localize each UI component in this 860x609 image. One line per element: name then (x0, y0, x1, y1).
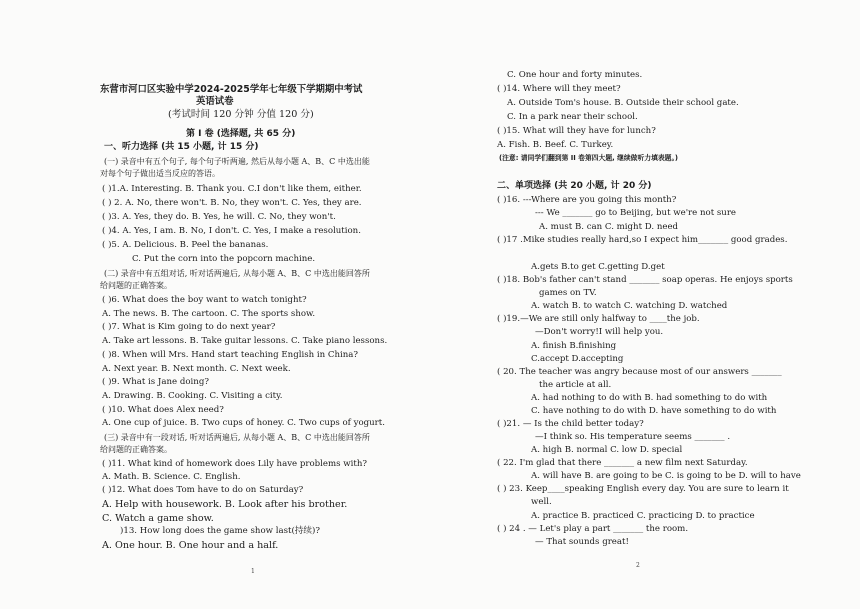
text-line: A. The news. B. The cartoon. C. The sports show. (102, 309, 316, 319)
text-line: A. One cup of juice. B. Two cups of honey. C. Two cups of yogurt. (102, 418, 385, 428)
text-line: ( )16. ---Where are you going this month? (497, 195, 677, 205)
text-line: A. practice B. practiced C. practicing D. to practice (531, 511, 755, 521)
text-line: (注意: 请同学们翻到第 II 卷第四大题, 继续做听力填表题。) (499, 154, 678, 162)
text-line: C. Put the corn into the popcorn machine. (132, 254, 316, 264)
text-line: (二) 录音中有五组对话, 听对话两遍后, 从每小题 A、B、C 中选出能回答所 (104, 269, 370, 278)
text-line: A. high B. normal C. low D. special (531, 445, 683, 455)
text-line: ( ) 2. A. No, there won't. B. No, they won't. C. Yes, they are. (102, 198, 362, 208)
text-line: A. Help with housework. B. Look after his brother. (102, 499, 348, 510)
text-line: ( )10. What does Alex need? (102, 405, 224, 415)
text-line: (一) 录音中有五个句子, 每个句子听两遍, 然后从每小题 A、B、C 中选出能 (104, 157, 370, 166)
text-line: ( )5. A. Delicious. B. Peel the bananas. (102, 240, 269, 250)
text-line: —I think so. His temperature seems _______ . (535, 432, 731, 442)
text-line: the article at all. (539, 380, 612, 390)
text-line: A. Next year. B. Next month. C. Next week. (102, 364, 291, 374)
text-line: ( )6. What does the boy want to watch tonight? (102, 295, 307, 305)
text-line: 二、单项选择 (共 20 小题, 计 20 分) (497, 181, 652, 191)
text-line: A. watch B. to watch C. watching D. watched (531, 301, 728, 311)
text-line: A. finish B.finishing (531, 341, 617, 351)
text-line: A.gets B.to get C.getting D.get (531, 262, 665, 272)
text-line: C. have nothing to do with D. have something to do with (531, 406, 777, 416)
text-line: ( )19.—We are still only halfway to ____the job. (497, 314, 700, 324)
text-line: ( )1.A. Interesting. B. Thank you. C.I don't like them, either. (102, 184, 362, 194)
text-line: —Don't worry!I will help you. (535, 327, 664, 337)
text-line: --- We _______ go to Beijing, but we're not sure (535, 208, 737, 218)
text-line: ( 20. The teacher was angry because most of our answers _______ (497, 367, 782, 377)
text-line: ( )12. What does Tom have to do on Saturday? (102, 485, 304, 495)
text-line: A. had nothing to do with B. had something to do with (531, 393, 768, 403)
text-line: C. Watch a game show. (102, 513, 214, 524)
page-number-right: 2 (636, 562, 640, 569)
text-line: A. must B. can C. might D. need (539, 222, 679, 232)
text-line: ( )7. What is Kim going to do next year? (102, 322, 276, 332)
text-line: ( )3. A. Yes, they do. B. Yes, he will. C. No, they won't. (102, 212, 336, 222)
text-line: 一、听力选择 (共 15 小题, 计 15 分) (104, 142, 259, 152)
text-line: 对每个句子做出适当反应的答语。 (100, 169, 220, 178)
text-line: C.accept D.accepting (531, 354, 624, 364)
text-line: 东营市河口区实验中学2024-2025学年七年级下学期期中考试 (100, 84, 363, 95)
text-line: 给问题的正确答案。 (100, 445, 172, 454)
page-number-left: 1 (251, 568, 255, 575)
text-line: — That sounds great! (535, 537, 629, 547)
text-line: A. Outside Tom's house. B. Outside their school gate. (507, 98, 739, 108)
text-line: 第 I 卷 (选择题, 共 65 分) (186, 129, 296, 139)
text-line: A. Fish. B. Beef. C. Turkey. (497, 140, 614, 150)
text-line: A. Take art lessons. B. Take guitar lessons. C. Take piano lessons. (102, 336, 388, 346)
text-line: ( )18. Bob's father can't stand _______ soap operas. He enjoys sports (497, 275, 793, 285)
text-line: C. One hour and forty minutes. (507, 70, 643, 80)
text-line: ( ) 24 . — Let's play a part _______ the room. (497, 524, 689, 534)
text-line: ( )8. When will Mrs. Hand start teaching English in China? (102, 350, 359, 360)
text-line: A. will have B. are going to be C. is going to be D. will to have (531, 471, 801, 481)
text-line: well. (531, 497, 552, 507)
text-line: ( )17 .Mike studies really hard,so I expect him_______ good grades. (497, 235, 788, 245)
text-line: ( )11. What kind of homework does Lily have problems with? (102, 459, 367, 469)
text-line: (考试时间 120 分钟 分值 120 分) (168, 109, 314, 120)
text-line: )13. How long does the game show last(持续)? (120, 526, 320, 536)
text-line: ( ) 23. Keep____speaking English every day. You are sure to learn it (497, 484, 789, 494)
text-line: 英语试卷 (196, 96, 234, 107)
text-line: ( )21. — Is the child better today? (497, 419, 644, 429)
text-line: A. One hour. B. One hour and a half. (102, 540, 279, 551)
text-line: ( 22. I'm glad that there _______ a new film next Saturday. (497, 458, 748, 468)
text-line: A. Drawing. B. Cooking. C. Visiting a city. (102, 391, 283, 401)
text-line: 给问题的正确答案。 (100, 281, 172, 290)
text-line: A. Math. B. Science. C. English. (102, 472, 241, 482)
text-line: ( )9. What is Jane doing? (102, 377, 209, 387)
text-line: ( )14. Where will they meet? (497, 84, 621, 94)
text-line: ( )4. A. Yes, I am. B. No, I don't. C. Yes, I make a resolution. (102, 226, 361, 236)
text-line: ( )15. What will they have for lunch? (497, 126, 656, 136)
text-line: games on TV. (539, 288, 597, 298)
text-line: C. In a park near their school. (507, 112, 638, 122)
text-line: (三) 录音中有一段对话, 听对话两遍后, 从每小题 A、B、C 中选出能回答所 (104, 433, 370, 442)
